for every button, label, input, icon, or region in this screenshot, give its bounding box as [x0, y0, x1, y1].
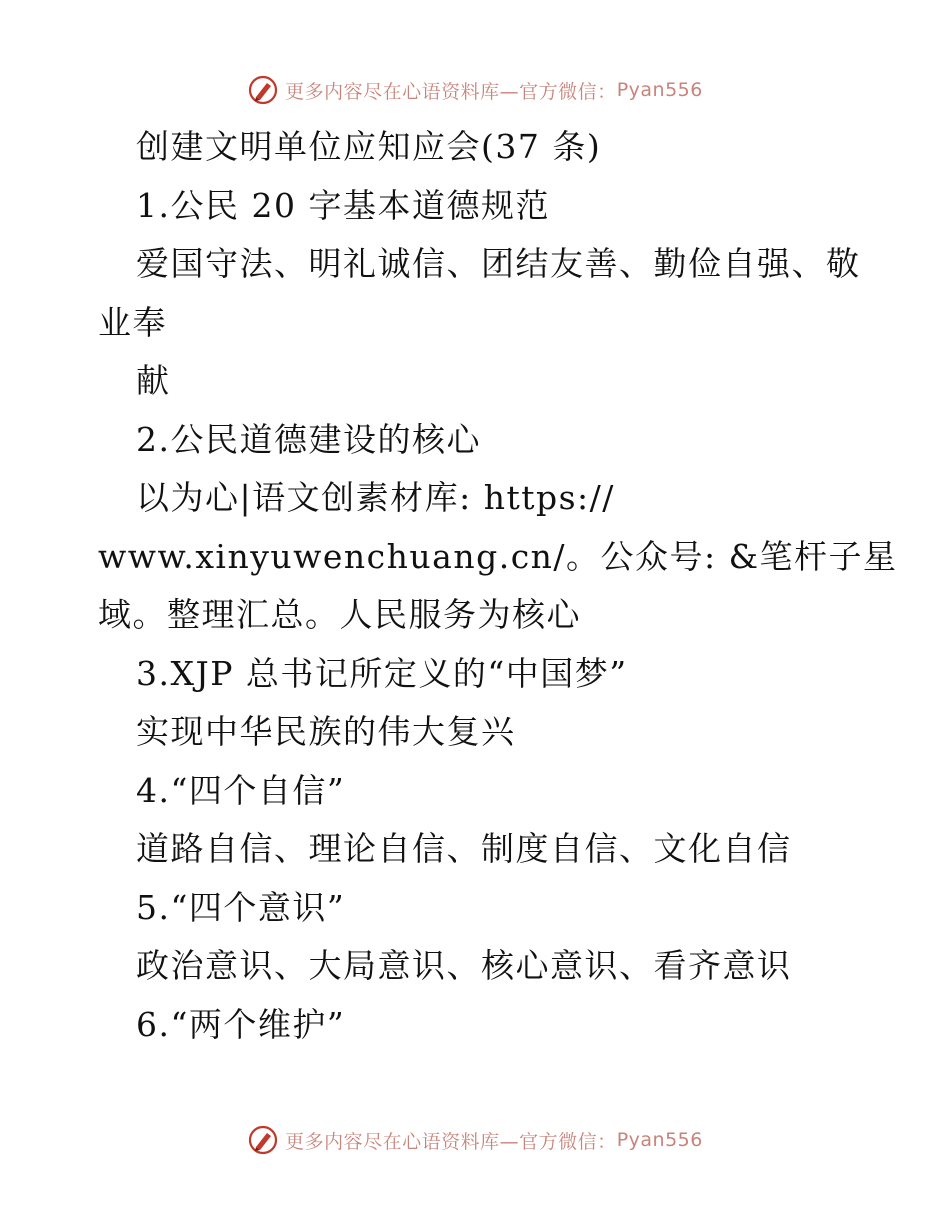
text-line: 5.“四个意识” — [136, 887, 346, 927]
text-line: 3.XJP 总书记所定义的“中国梦” — [136, 653, 628, 693]
text-line: 爱国守法、明礼诚信、团结友善、勤俭自强、敬 — [136, 244, 861, 283]
text-line: 域。整理汇总。人民服务为核心 — [98, 595, 581, 634]
footer-banner — [0, 1120, 950, 1160]
footer-banner-suffix: —官方微信： — [499, 1130, 617, 1153]
text-line: 道路自信、理论自信、制度自信、文化自信 — [136, 829, 792, 868]
text-line: www.xinyuwenchuang.cn/。公众号: &笔杆子星 — [98, 536, 898, 576]
header-banner-suffix: —官方微信： — [499, 80, 617, 103]
header-banner — [0, 70, 950, 110]
header-banner-handle: Pyan556 — [616, 79, 703, 101]
text-line: 4.“四个自信” — [136, 770, 346, 810]
text-line: 6.“两个维护” — [136, 1004, 346, 1044]
footer-banner-text: 更多内容尽在心语资料库 — [285, 1130, 500, 1153]
footer-banner-handle: Pyan556 — [616, 1129, 703, 1151]
text-line: 2.公民道德建设的核心 — [136, 419, 481, 459]
document-body — [98, 118, 898, 1054]
text-line: 实现中华民族的伟大复兴 — [136, 712, 516, 751]
pen-logo-icon — [247, 74, 279, 106]
text-line: 创建文明单位应知应会(37 条) — [136, 127, 602, 166]
text-line: 政治意识、大局意识、核心意识、看齐意识 — [136, 946, 792, 985]
header-banner-text: 更多内容尽在心语资料库 — [285, 80, 500, 103]
text-line: 1.公民 20 字基本道德规范 — [136, 185, 550, 225]
text-line: 献 — [136, 361, 171, 400]
pen-logo-icon — [247, 1124, 279, 1156]
text-line: 以为心|语文创素材库: https:// — [136, 478, 615, 517]
text-line: 业奉 — [98, 302, 167, 342]
